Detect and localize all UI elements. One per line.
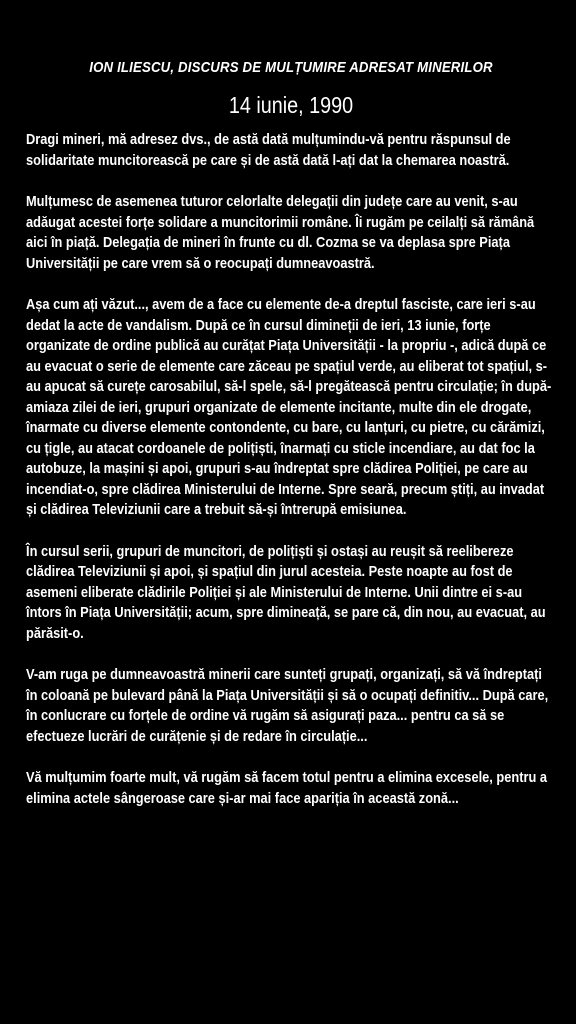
paragraph-4: În cursul serii, grupuri de muncitori, de polițiști și ostași au reușit să reelibereze clădirea Televiziunii și apoi, și spațiul din jurul acesteia. Peste noapte au fost de asemeni eliberate clădirile Poliției și ale Ministerului de Interne. Unii dintre ei s-au întors în Piața Universității; acum, spre dimineață, se pare că, din nou, au evacuat, au părăsit-o.	[26, 542, 546, 642]
speech-body	[26, 130, 556, 809]
paragraph-2: Mulțumesc de asemenea tuturor celorlalte delegații din județe care au venit, s-au adăugat acestei forțe solidare a muncitorimii române. Îi rugăm pe ceilalți să rămână aici în piață. Delegația de mineri în frunte cu dl. Cozma se va deplasa spre Piața Universității pe care vrem să o reocupați dumneavoastră.	[26, 193, 535, 272]
paragraph-3: Așa cum ați văzut..., avem de a face cu elemente de-a dreptul fasciste, care ieri s-au dedat la acte de vandalism. După ce în cursul dimineții de ieri, 13 iunie, forțe organizate de ordine publică au curățat Piața Universității - la propriu -, adică după ce au evacuat o serie de elemente care zăceau pe spațiul verde, au eliberat tot spațiul, s-au apucat să curețe carosabilul, să-l spele, să-l pregătească pentru circulație; în după-amiaza zilei de ieri, grupuri organizate de elemente incitante, multe din ele drogate, înarmate cu diverse elemente contondente, cu bare, cu lanțuri, cu pietre, cu cărămizi, cu țigle, au atacat cordoanele de polițiști, înarmați cu sticle incendiare, au dat foc la autobuze, la mașini și apoi, grupuri s-au îndreptat spre clădirea Poliției, pe care au incendiat-o, spre clădirea Ministerului de Interne. Spre seară, precum știți, au invadat și clădirea Televiziunii care a trebuit să-și întrerupă emisiunea.	[26, 296, 552, 518]
paragraph-1: Dragi mineri, mă adresez dvs., de astă dată mulțumindu-vă pentru răspunsul de solidaritate muncitorească pe care și de astă dată l-ați dat la chemarea noastră.	[26, 131, 511, 169]
paragraph-6: Vă mulțumim foarte mult, vă rugăm să facem totul pentru a elimina excesele, pentru a elimina actele sângeroase care și-ar mai face apariția în această zonă...	[26, 769, 548, 807]
speech-date: 14 iunie, 1990	[228, 92, 354, 118]
speech-title: ION ILIESCU, DISCURS DE MULȚUMIRE ADRESAT MINERILOR	[89, 59, 493, 76]
paragraph-5: V-am ruga pe dumneavoastră minerii care sunteți grupați, organizați, să vă îndreptați în coloană pe bulevard până la Piața Universității și să o ocupați definitiv... După care, în conlucrare cu forțele de ordine vă rugăm să asigurați paza... pentru ca să se efectueze lucrări de curățenie și de redare în circulație...	[26, 666, 549, 745]
